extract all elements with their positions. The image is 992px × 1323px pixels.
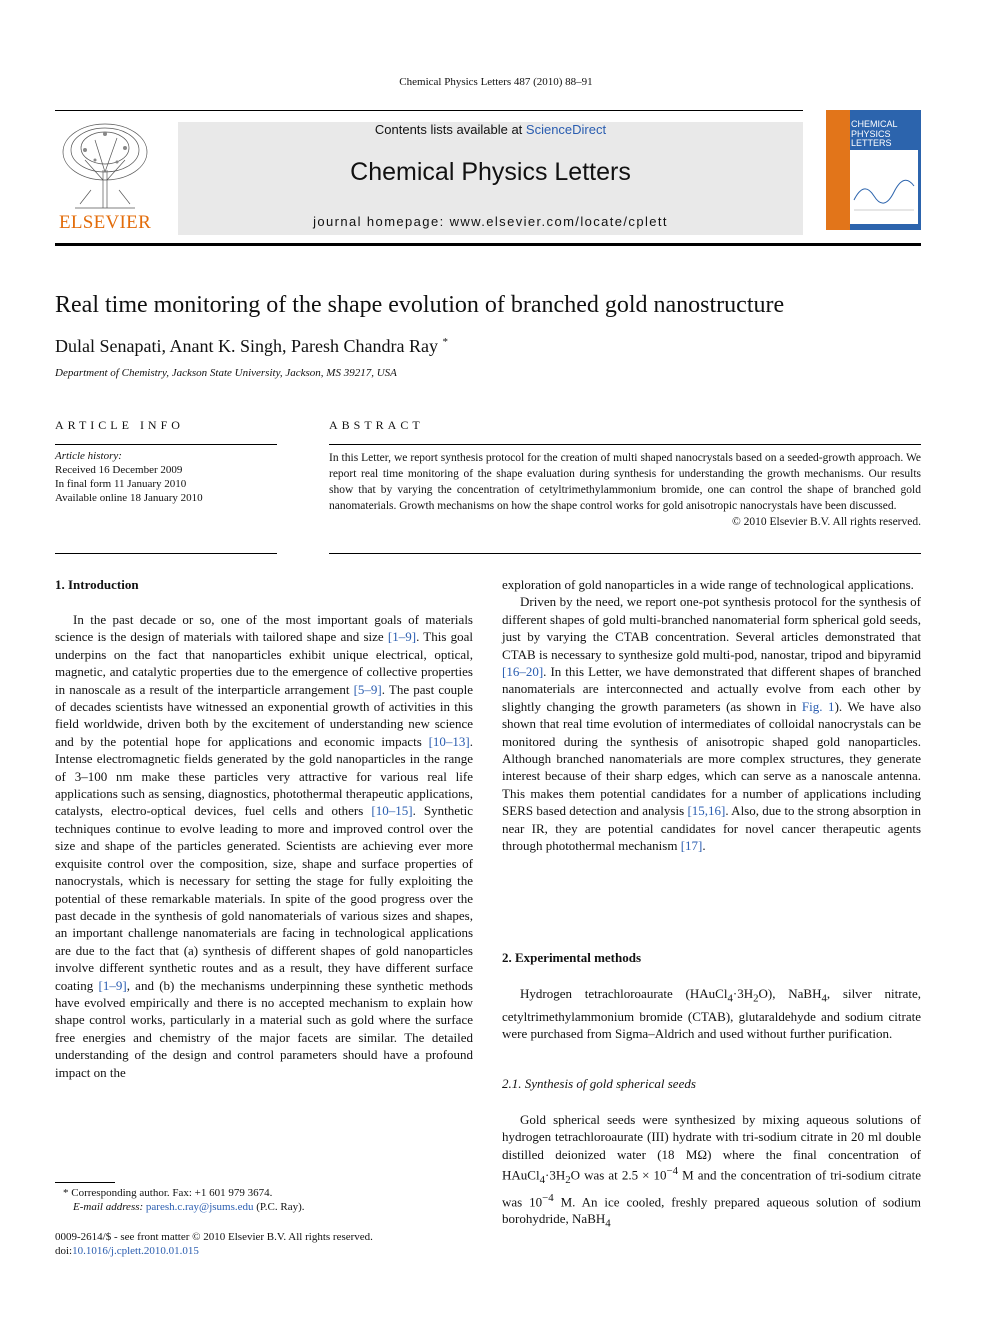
ref-link[interactable]: [16–20] xyxy=(502,664,544,680)
front-matter: 0009-2614/$ - see front matter © 2010 Elsevier B.V. All rights reserved. xyxy=(55,1231,373,1243)
ref-link[interactable]: [15,16] xyxy=(687,803,726,819)
introduction-heading: 1. Introduction xyxy=(55,577,139,592)
journal-title: Chemical Physics Letters xyxy=(350,158,631,186)
abstract-text: In this Letter, we report synthesis protocol for the creation of multi shaped nanocrystals based on a seeded-growth approach. We report real time monitoring of the shape evaluation during synthesis for understanding the growth mechanisms. Our results show that by varying the concentration of cetyltrimethylammonium bromide, one can control the shape of branched gold nanomaterials. Growth mechanisms on how the shape control works for gold anisotropic nanocrystals have been discussed. xyxy=(329,452,921,512)
doi-link[interactable]: 10.1016/j.cplett.2010.01.015 xyxy=(72,1245,199,1257)
email-link[interactable]: paresh.c.ray@jsums.edu xyxy=(145,1201,254,1213)
issn-line: 0009-2614/$ - see front matter © 2010 Elsevier B.V. All rights reserved. doi:10.1016/j.cplett.2010.01.015 xyxy=(55,1231,373,1257)
author-list xyxy=(55,336,448,357)
ref-link[interactable]: [17] xyxy=(680,838,703,854)
history-received: Received 16 December 2009 xyxy=(55,464,183,476)
article-info-rule-top xyxy=(55,444,277,445)
introduction-paragraph-2: Driven by the need, we report one-pot synthesis protocol for the synthesis of different shapes of gold multi-branched nanomaterial form spherical gold seeds, just by varying the CTAB concentration. Several articles demonstrated that CTAB is necessary to synthesize gold multi-pod, nanostar, tripod and bipyramid [16–20]. In this Letter, we have demonstrated that different shapes of branched nanomaterials are interconnected and actually evolve from each other by slightly changing the growth parameters (as shown in Fig. 1). We have also shown that real time evolution of intermediates of colloidal nanocrystals can be monitored during the synthesis of anisotropic shaped gold nanoparticles. Although branched nanomaterials are more complex structures, they generate interest because of their sharp edges, which can serve as a nanoscale antenna. This makes them potential candidates for a number of applications including SERS based detection and analysis [15,16]. Also, due to the strong absorption in near IR, they are potential candidates for novel cancer therapeutic agents through photothermal mechanism [17]. xyxy=(502,594,922,854)
abstract-body xyxy=(329,450,921,530)
history-online: Available online 18 January 2010 xyxy=(55,492,203,504)
corresponding-mark[interactable]: * xyxy=(442,336,448,348)
abstract-copyright: © 2010 Elsevier B.V. All rights reserved. xyxy=(732,516,921,528)
ref-link[interactable]: [1–9] xyxy=(98,977,127,993)
abstract-rule-top xyxy=(329,444,921,445)
affiliation: Department of Chemistry, Jackson State University, Jackson, MS 39217, USA xyxy=(55,367,397,379)
journal-homepage[interactable]: journal homepage: www.elsevier.com/locate/cplett xyxy=(313,214,668,229)
elsevier-wordmark: ELSEVIER xyxy=(58,212,152,233)
introduction-continuation xyxy=(502,576,921,855)
header-rule-top xyxy=(55,110,803,111)
journal-cover xyxy=(826,110,921,230)
journal-citation: Chemical Physics Letters 487 (2010) 88–91 xyxy=(399,76,593,88)
sciencedirect-link[interactable]: ScienceDirect xyxy=(525,122,607,137)
header-rule-bottom xyxy=(55,243,921,246)
authors: Dulal Senapati, Anant K. Singh, Paresh Chandra Ray xyxy=(55,336,438,356)
cover-stripe xyxy=(826,110,850,230)
article-history xyxy=(55,449,277,505)
article-info-rule-bottom xyxy=(55,553,277,554)
article-title: Real time monitoring of the shape evolution of branched gold nanostructure xyxy=(55,292,785,318)
footnote-mark: * xyxy=(63,1187,69,1199)
history-final: In final form 11 January 2010 xyxy=(55,478,187,490)
abstract-rule-bottom xyxy=(329,553,921,554)
ref-link[interactable]: [10–13] xyxy=(428,733,470,749)
ref-link[interactable]: [1–9] xyxy=(387,629,417,645)
intro-continuation-text: exploration of gold nanoparticles in a wide range of technological applications. xyxy=(502,577,914,592)
synthesis-paragraph: Gold spherical seeds were synthesized by mixing aqueous solutions of hydrogen tetrachloroaurate (III) hydrate with tri-sodium citrate in 20 ml double distilled deionized water (18 MΩ) where the final concentration of $HAuCl_4\cdot 3H_2O$ was at $2.5 \times 10^{-4}$ M and the concentration of tri-sodium citrate was $10^{-4}$ M. An ice cooled, freshly prepared aqueous solution of sodium borohydride, NaBH$_4$ xyxy=(502,1112,921,1230)
history-label: Article history: xyxy=(55,450,122,462)
ref-link[interactable]: [5–9] xyxy=(353,681,382,697)
ref-link[interactable]: [10–15] xyxy=(371,803,413,819)
contents-prefix: Contents lists available at xyxy=(374,122,526,137)
experimental-heading: 2. Experimental methods xyxy=(502,950,642,965)
contents-line xyxy=(178,122,803,137)
abstract-heading: ABSTRACT xyxy=(329,418,424,432)
journal-banner xyxy=(178,122,803,235)
email-label: E-mail address: xyxy=(73,1201,144,1213)
footnote-rule xyxy=(55,1182,115,1183)
cover-artwork xyxy=(850,150,918,224)
introduction-paragraph-1: In the past decade or so, one of the most important goals of materials science is the design of materials with tailored shape and size [1–9]. This goal underpins on the fact that nanoparticles exhibit unique electrical, optical, magnetic, and catalytic properties due to the emergence of collective properties in nanoscale as a result of the interparticle arrangement [5–9]. The past couple of decades scientists have witnessed an exponential growth of activities in this field worldwide, driven both by the excitement of understanding new science and by the potential hope for applications and economic impacts [10–13]. Intense electromagnetic fields generated by the gold nanoparticles in the range of 3–100 nm make these particles very attractive for various real life applications such as sensing, diagnostics, photothermal therapeutic applications, catalysts, electro-optical devices, fuel cells and others [10–15]. Synthetic techniques continue to evolve leading to more and improved control over the size and shape of the particles generated. Scientists are achieving ever more exquisite control over the composition, size, shape and surface properties of nanocrystals, which is necessary for setting the stage for fully exploiting the potential of these remarkable materials. In spite of the good progress over the past decade in the synthesis of gold nanomaterials of various sizes and shapes, an important challenge nanomaterials are facing in technological applications are due to the fact that (a) synthesis of different shapes of gold nanoparticles involve different synthetic routes and as a result, they have different surface coating [1–9], and (b) the mechanisms underpinning these synthetic methods have evolved empirically and there is no accepted mechanism to explain how shape control works, particularly in a material such as gold where the surface free energies and chemistry of the major facets are similar. The detailed understanding of the design and control parameters should have a profound impact on the xyxy=(55,612,474,1080)
cover-title: CHEMICAL PHYSICS LETTERS xyxy=(851,119,898,148)
footnote: * Corresponding author. Fax: +1 601 979 3674. E-mail address: paresh.c.ray@jsums.edu (P.C. Ray). xyxy=(63,1187,305,1213)
figure-link[interactable]: Fig. 1 xyxy=(801,698,835,714)
article-info-heading: ARTICLE INFO xyxy=(55,418,184,432)
experimental-paragraph: Hydrogen tetrachloroaurate $(HAuCl_4\cdot 3H_2O)$, NaBH$_4$, silver nitrate, cetyltrimethylammonium bromide (CTAB), glutaraldehyde and sodium citrate were purchased from Sigma–Aldrich and used without further purification. xyxy=(502,986,921,1042)
corresponding-author: Corresponding author. Fax: +1 601 979 3674. xyxy=(71,1187,273,1199)
synthesis-subheading: 2.1. Synthesis of gold spherical seeds xyxy=(502,1076,696,1091)
